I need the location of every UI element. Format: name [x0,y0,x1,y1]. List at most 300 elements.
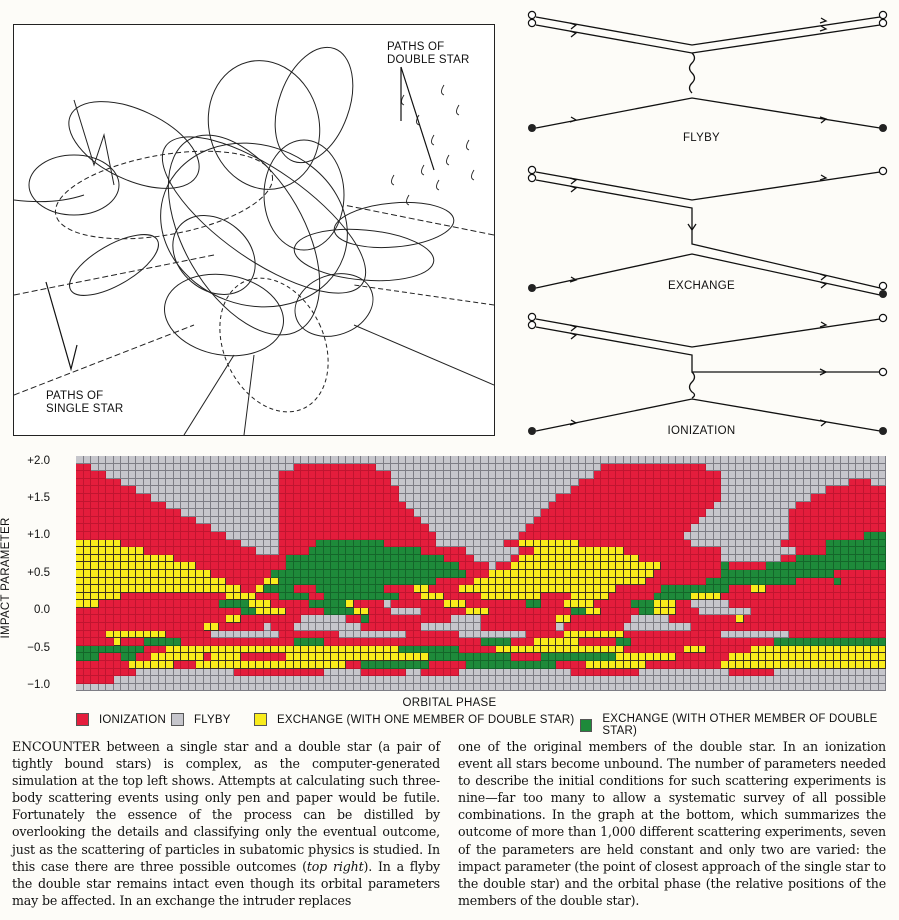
heatmap-cell [271,494,279,502]
heatmap-cell [826,547,834,555]
heatmap-cell [834,532,842,540]
heatmap-cell [189,562,197,570]
heatmap-cell [106,661,114,669]
heatmap-cell [564,486,572,494]
heatmap-cell [826,509,834,517]
heatmap-cell [444,593,452,601]
heatmap-cell [91,540,99,548]
heatmap-cell [834,578,842,586]
heatmap-cell [331,562,339,570]
heatmap-cell [346,502,354,510]
heatmap-cell [541,585,549,593]
heatmap-cell [594,684,602,692]
heatmap-cell [474,593,482,601]
heatmap-cell [759,471,767,479]
heatmap-cell [354,562,362,570]
heatmap-cell [826,585,834,593]
heatmap-cell [256,517,264,525]
heatmap-cell [624,555,632,563]
heatmap-cell [579,593,587,601]
heatmap-cell [354,661,362,669]
heatmap-cell [234,638,242,646]
heatmap-cell [549,555,557,563]
heatmap-cell [219,532,227,540]
heatmap-cell [804,486,812,494]
heatmap-cell [91,578,99,586]
heatmap-cell [369,486,377,494]
heatmap-cell [106,578,114,586]
heatmap-cell [594,570,602,578]
heatmap-cell [399,494,407,502]
heatmap-cell [399,479,407,487]
heatmap-cell [766,494,774,502]
heatmap-cell [564,684,572,692]
heatmap-cell [159,456,167,464]
heatmap-cell [534,585,542,593]
heatmap-cell [496,471,504,479]
heatmap-cell [324,684,332,692]
heatmap-cell [91,464,99,472]
heatmap-cell [294,547,302,555]
heatmap-cell [759,661,767,669]
heatmap-cell [219,456,227,464]
heatmap-cell [369,502,377,510]
heatmap-cell [811,456,819,464]
heatmap-cell [421,661,429,669]
heatmap-cell [279,615,287,623]
heatmap-cell [444,540,452,548]
heatmap-cell [76,623,84,631]
heatmap-cell [834,585,842,593]
heatmap-cell [106,623,114,631]
heatmap-cell [286,631,294,639]
heatmap-cell [286,676,294,684]
heatmap-cell [646,638,654,646]
heatmap-cell [511,479,519,487]
heatmap-cell [406,464,414,472]
heatmap-cell [481,570,489,578]
heatmap-cell [676,479,684,487]
heatmap-cell [654,578,662,586]
heatmap-cell [721,471,729,479]
heatmap-cell [384,494,392,502]
heatmap-cell [309,608,317,616]
heatmap-cell [481,464,489,472]
heatmap-cell [481,502,489,510]
heatmap-cell [241,509,249,517]
heatmap-cell [811,471,819,479]
heatmap-cell [706,494,714,502]
heatmap-cell [744,669,752,677]
heatmap-cell [264,676,272,684]
heatmap-cell [196,684,204,692]
heatmap-cell [174,509,182,517]
heatmap-cell [556,570,564,578]
heatmap-cell [331,669,339,677]
heatmap-cell [174,653,182,661]
heatmap-cell [684,669,692,677]
heatmap-cell [766,684,774,692]
heatmap-cell [189,486,197,494]
heatmap-cell [136,593,144,601]
heatmap-cell [219,646,227,654]
heatmap-cell [571,555,579,563]
heatmap-cell [624,570,632,578]
heatmap-cell [511,486,519,494]
heatmap-cell [174,638,182,646]
heatmap-cell [504,517,512,525]
heatmap-cell [744,593,752,601]
heatmap-cell [856,486,864,494]
heatmap-cell [121,578,129,586]
heatmap-cell [309,456,317,464]
heatmap-cell [789,623,797,631]
heatmap-cell [324,464,332,472]
heatmap-cell [466,570,474,578]
heatmap-cell [796,631,804,639]
heatmap-cell [789,570,797,578]
heatmap-cell [324,653,332,661]
heatmap-cell [751,676,759,684]
heatmap-cell [864,653,872,661]
heatmap-cell [594,600,602,608]
heatmap-cell [849,464,857,472]
heatmap-cell [459,464,467,472]
heatmap-cell [264,494,272,502]
heatmap-cell [474,570,482,578]
heatmap-cell [804,494,812,502]
heatmap-cell [189,570,197,578]
heatmap-cell [234,615,242,623]
heatmap-cell [526,638,534,646]
heatmap-cell [751,631,759,639]
heatmap-cell [76,570,84,578]
heatmap-cell [444,631,452,639]
heatmap-cell [879,555,887,563]
heatmap-cell [646,555,654,563]
heatmap-cell [736,532,744,540]
heatmap-cell [121,532,129,540]
heatmap-cell [751,502,759,510]
heatmap-cell [474,623,482,631]
heatmap-cell [654,486,662,494]
heatmap-cell [226,615,234,623]
heatmap-cell [309,646,317,654]
heatmap-cell [316,509,324,517]
heatmap-cell [151,509,159,517]
heatmap-cell [316,646,324,654]
heatmap-cell [399,464,407,472]
heatmap-cell [346,600,354,608]
heatmap-cell [466,585,474,593]
heatmap-cell [849,638,857,646]
heatmap-cell [684,593,692,601]
heatmap-cell [144,661,152,669]
heatmap-cell [729,615,737,623]
heatmap-cell [796,578,804,586]
heatmap-cell [429,653,437,661]
heatmap-cell [766,562,774,570]
heatmap-cell [579,570,587,578]
heatmap-cell [84,661,92,669]
heatmap-cell [714,684,722,692]
heatmap-cell [871,547,879,555]
heatmap-cell [369,638,377,646]
heatmap-cell [691,653,699,661]
heatmap-cell [549,562,557,570]
heatmap-cell [751,486,759,494]
heatmap-cell [699,540,707,548]
heatmap-cell [189,578,197,586]
heatmap-cell [826,471,834,479]
heatmap-cell [444,638,452,646]
heatmap-cell [84,517,92,525]
heatmap-cell [339,479,347,487]
heatmap-cell [391,471,399,479]
heatmap-cell [271,661,279,669]
heatmap-cell [819,555,827,563]
heatmap-cell [759,464,767,472]
heatmap-cell [181,562,189,570]
heatmap-cell [286,555,294,563]
heatmap-cell [594,540,602,548]
heatmap-cell [481,600,489,608]
heatmap-cell [691,555,699,563]
heatmap-cell [864,517,872,525]
heatmap-cell [864,676,872,684]
heatmap-cell [376,684,384,692]
heatmap-cell [256,532,264,540]
heatmap-cell [459,471,467,479]
heatmap-cell [489,623,497,631]
heatmap-cell [136,653,144,661]
heatmap-cell [564,509,572,517]
heatmap-cell [556,608,564,616]
heatmap-cell [241,562,249,570]
heatmap-cell [181,676,189,684]
heatmap-cell [744,570,752,578]
heatmap-cell [571,471,579,479]
heatmap-cell [181,631,189,639]
heatmap-cell [729,631,737,639]
heatmap-cell [871,578,879,586]
heatmap-cell [706,570,714,578]
heatmap-cell [601,623,609,631]
heatmap-cell [369,585,377,593]
heatmap-cell [391,570,399,578]
heatmap-cell [211,661,219,669]
heatmap-cell [106,570,114,578]
heatmap-cell [466,555,474,563]
heatmap-cell [346,593,354,601]
heatmap-cell [706,524,714,532]
heatmap-cell [519,623,527,631]
heatmap-cell [781,593,789,601]
heatmap-cell [399,615,407,623]
heatmap-cell [834,570,842,578]
heatmap-cell [721,570,729,578]
heatmap-cell [181,464,189,472]
heatmap-cell [174,517,182,525]
heatmap-cell [639,615,647,623]
heatmap-cell [721,669,729,677]
heatmap-cell [331,471,339,479]
heatmap-cell [106,509,114,517]
heatmap-cell [534,456,542,464]
heatmap-cell [639,456,647,464]
heatmap-cell [211,578,219,586]
heatmap-cell [736,623,744,631]
heatmap-cell [571,509,579,517]
heatmap-cell [376,464,384,472]
heatmap-cell [99,653,107,661]
heatmap-cell [684,631,692,639]
heatmap-cell [309,661,317,669]
heatmap-cell [346,509,354,517]
heatmap-cell [399,646,407,654]
heatmap-cell [721,653,729,661]
heatmap-cell [444,669,452,677]
heatmap-cell [579,494,587,502]
heatmap-cell [459,593,467,601]
heatmap-cell [609,578,617,586]
heatmap-cell [871,631,879,639]
heatmap-cell [91,562,99,570]
heatmap-cell [511,631,519,639]
heatmap-cell [796,524,804,532]
heatmap-cell [436,631,444,639]
heatmap-cell [421,540,429,548]
heatmap-cell [286,684,294,692]
heatmap-cell [459,502,467,510]
heatmap-cell [421,585,429,593]
heatmap-cell [541,532,549,540]
heatmap-cell [136,600,144,608]
heatmap-cell [376,615,384,623]
heatmap-cell [654,479,662,487]
heatmap-cell [474,524,482,532]
heatmap-cell [691,684,699,692]
heatmap-cell [174,547,182,555]
heatmap-cell [736,600,744,608]
heatmap-cell [309,585,317,593]
heatmap-cell [534,684,542,692]
heatmap-cell [699,555,707,563]
heatmap-cell [196,479,204,487]
heatmap-cell [369,676,377,684]
heatmap-cell [804,653,812,661]
heatmap-cell [774,661,782,669]
heatmap-cell [489,464,497,472]
heatmap-cell [414,608,422,616]
heatmap-cell [774,479,782,487]
heatmap-cell [676,646,684,654]
heatmap-cell [316,615,324,623]
heatmap-cell [751,555,759,563]
heatmap-cell [256,676,264,684]
heatmap-cell [834,684,842,692]
heatmap-cell [624,547,632,555]
heatmap-cell [646,623,654,631]
heatmap-cell [504,547,512,555]
heatmap-cell [129,456,137,464]
heatmap-cell [399,593,407,601]
heatmap-cell [556,562,564,570]
simulation-panel [13,24,495,436]
heatmap-cell [459,509,467,517]
heatmap-cell [534,494,542,502]
heatmap-cell [594,593,602,601]
heatmap-cell [354,623,362,631]
heatmap-cell [301,517,309,525]
heatmap-cell [474,600,482,608]
heatmap-cell [241,585,249,593]
heatmap-cell [451,578,459,586]
heatmap-cell [489,585,497,593]
heatmap-cell [309,570,317,578]
heatmap-cell [549,456,557,464]
heatmap-cell [166,532,174,540]
heatmap-cell [781,547,789,555]
heatmap-cell [511,517,519,525]
heatmap-cell [354,547,362,555]
heatmap-cell [526,570,534,578]
heatmap-cell [181,517,189,525]
heatmap-cell [159,562,167,570]
label-line: SINGLE STAR [46,403,124,415]
heatmap-cell [571,653,579,661]
heatmap-cell [556,524,564,532]
heatmap-cell [219,502,227,510]
heatmap-cell [346,653,354,661]
heatmap-cell [714,532,722,540]
heatmap-cell [744,555,752,563]
heatmap-cell [384,547,392,555]
heatmap-cell [421,456,429,464]
heatmap-cell [594,532,602,540]
heatmap-cell [369,509,377,517]
heatmap-cell [129,593,137,601]
heatmap-cell [339,524,347,532]
heatmap-cell [594,486,602,494]
heatmap-cell [106,684,114,692]
heatmap-cell [91,471,99,479]
heatmap-cell [144,615,152,623]
heatmap-cell [196,585,204,593]
heatmap-cell [796,669,804,677]
heatmap-cell [324,547,332,555]
heatmap-cell [564,676,572,684]
heatmap-cell [294,509,302,517]
heatmap-cell [684,646,692,654]
heatmap-cell [789,464,797,472]
heatmap-cell [196,464,204,472]
heatmap-cell [279,502,287,510]
heatmap-cell [571,615,579,623]
heatmap-cell [819,562,827,570]
heatmap-cell [286,608,294,616]
heatmap-cell [736,540,744,548]
heatmap-cell [331,593,339,601]
heatmap-cell [241,600,249,608]
heatmap-cell [586,631,594,639]
heatmap-cell [646,570,654,578]
heatmap-cell [151,540,159,548]
heatmap-cell [804,578,812,586]
heatmap-cell [166,479,174,487]
heatmap-cell [864,456,872,464]
heatmap-cell [159,669,167,677]
